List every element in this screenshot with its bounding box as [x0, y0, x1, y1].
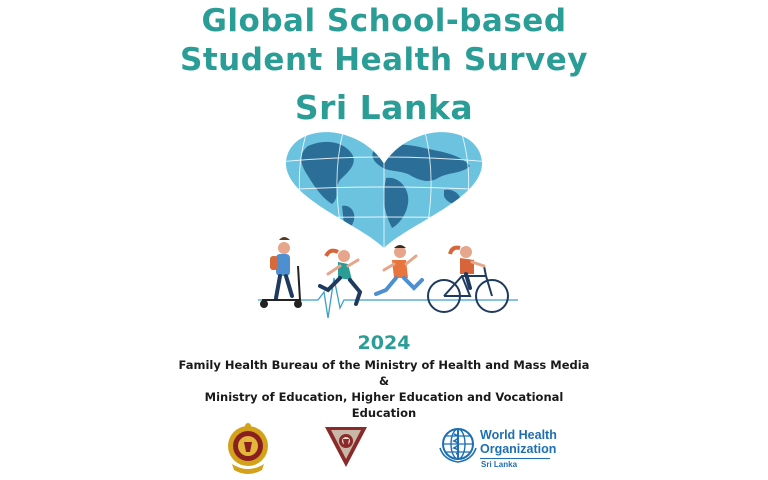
who-name-line-1: World Health [480, 428, 557, 442]
who-country: Sri Lanka [481, 460, 518, 469]
title-line-1: Global School-based [201, 3, 567, 39]
report-year: 2024 [357, 332, 411, 354]
title-line-2: Student Health Survey [180, 42, 588, 78]
heart-globe [278, 128, 490, 258]
publisher-line-3: Ministry of Education, Higher Education and Vocational [204, 390, 564, 404]
cyclist-icon [428, 246, 508, 312]
family-health-bureau-logo-icon [323, 423, 369, 469]
who-name-line-2: Organization [480, 442, 557, 456]
person-scooter-icon [260, 237, 302, 308]
heartbeat-line [258, 278, 518, 318]
heart-globe-illustration-icon [248, 128, 520, 333]
runner-boy-icon [376, 245, 422, 294]
publisher-line-1: Family Health Bureau of the Ministry of Health and Mass Media [178, 358, 590, 372]
who-divider [480, 458, 550, 459]
publisher-line-2: & [378, 374, 390, 388]
publisher-line-4: Education [351, 406, 417, 420]
runner-girl-icon [320, 250, 360, 304]
who-emblem-icon [438, 424, 478, 464]
title-line-3: Sri Lanka [294, 88, 474, 127]
sri-lanka-emblem-icon [226, 422, 270, 478]
